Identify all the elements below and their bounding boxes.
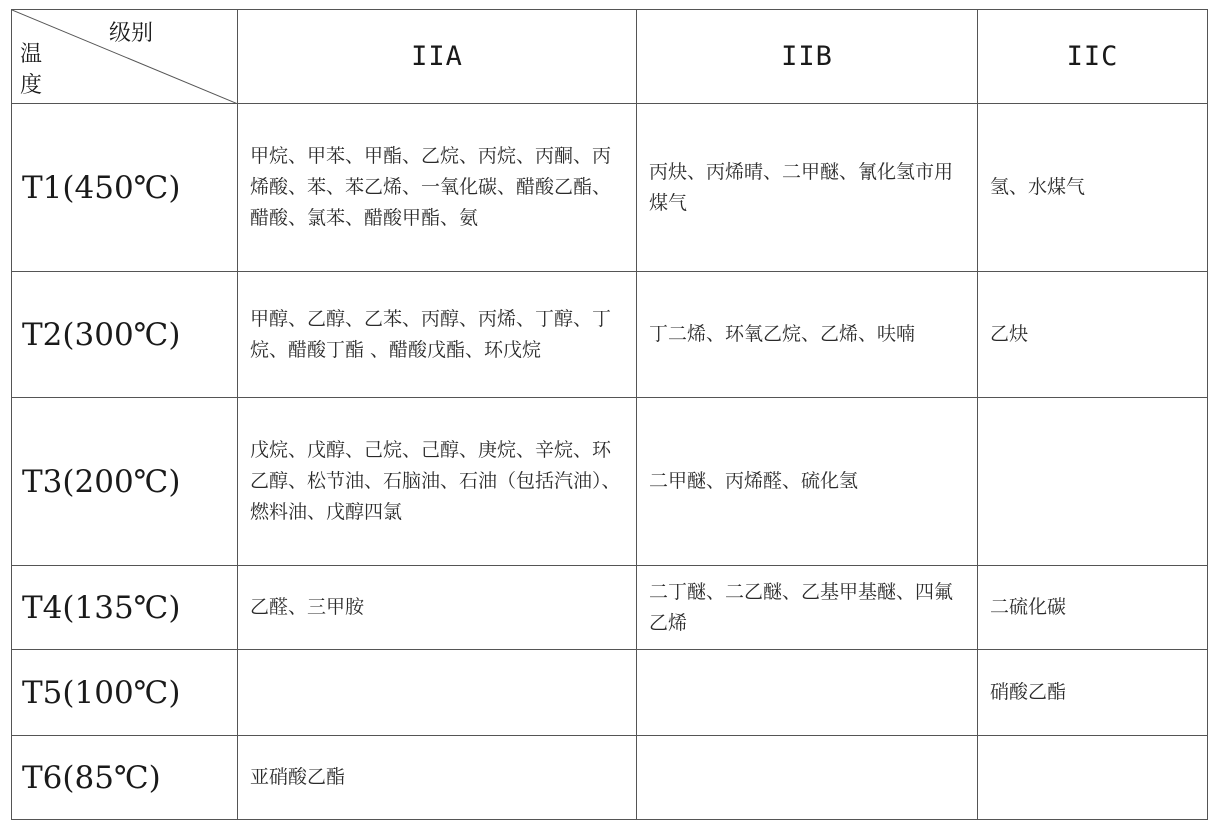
cell-iib: 二丁醚、二乙醚、乙基甲基醚、四氟乙烯 [637, 566, 978, 650]
cell-iib [637, 650, 978, 736]
level-label: 级别 [108, 21, 153, 46]
explosion-classification-table [11, 9, 1208, 820]
row-label: T6(85℃) [12, 736, 238, 820]
table-row [12, 104, 1208, 272]
row-label: T5(100℃) [12, 650, 238, 736]
cell-iia: 乙醛、三甲胺 [238, 566, 637, 650]
column-header-iic: IIC [978, 10, 1208, 104]
cell-iic: 硝酸乙酯 [978, 650, 1208, 736]
column-header-iib: IIB [637, 10, 978, 104]
corner-cell [12, 10, 238, 104]
temperature-label-2: 度 [20, 73, 43, 98]
cell-iia: 甲醇、乙醇、乙苯、丙醇、丙烯、丁醇、丁烷、醋酸丁酯 、醋酸戊酯、环戊烷 [238, 272, 637, 398]
cell-iia: 戊烷、戊醇、己烷、己醇、庚烷、辛烷、环乙醇、松节油、石脑油、石油（包括汽油）、燃料油、戊醇四氯 [238, 398, 637, 566]
cell-iic: 二硫化碳 [978, 566, 1208, 650]
cell-iib: 丙炔、丙烯晴、二甲醚、氰化氢市用煤气 [637, 104, 978, 272]
cell-iic [978, 736, 1208, 820]
cell-iic: 氢、水煤气 [978, 104, 1208, 272]
cell-iib [637, 736, 978, 820]
cell-iic: 乙炔 [978, 272, 1208, 398]
cell-iib: 丁二烯、环氧乙烷、乙烯、呋喃 [637, 272, 978, 398]
cell-iic [978, 398, 1208, 566]
column-header-iia: IIA [238, 10, 637, 104]
cell-iia: 亚硝酸乙酯 [238, 736, 637, 820]
table-row [12, 566, 1208, 650]
header-row [12, 10, 1208, 104]
cell-iib: 二甲醚、丙烯醛、硫化氢 [637, 398, 978, 566]
temperature-label-1: 温 [20, 42, 43, 67]
table-row [12, 736, 1208, 820]
row-label: T1(450℃) [12, 104, 238, 272]
row-label: T2(300℃) [12, 272, 238, 398]
row-label: T4(135℃) [12, 566, 238, 650]
cell-iia: 甲烷、甲苯、甲酯、乙烷、丙烷、丙酮、丙烯酸、苯、苯乙烯、一氧化碳、醋酸乙酯、醋酸、氯苯、醋酸甲酯、氨 [238, 104, 637, 272]
row-label: T3(200℃) [12, 398, 238, 566]
cell-iia [238, 650, 637, 736]
table-row [12, 650, 1208, 736]
table-row [12, 398, 1208, 566]
table-row [12, 272, 1208, 398]
